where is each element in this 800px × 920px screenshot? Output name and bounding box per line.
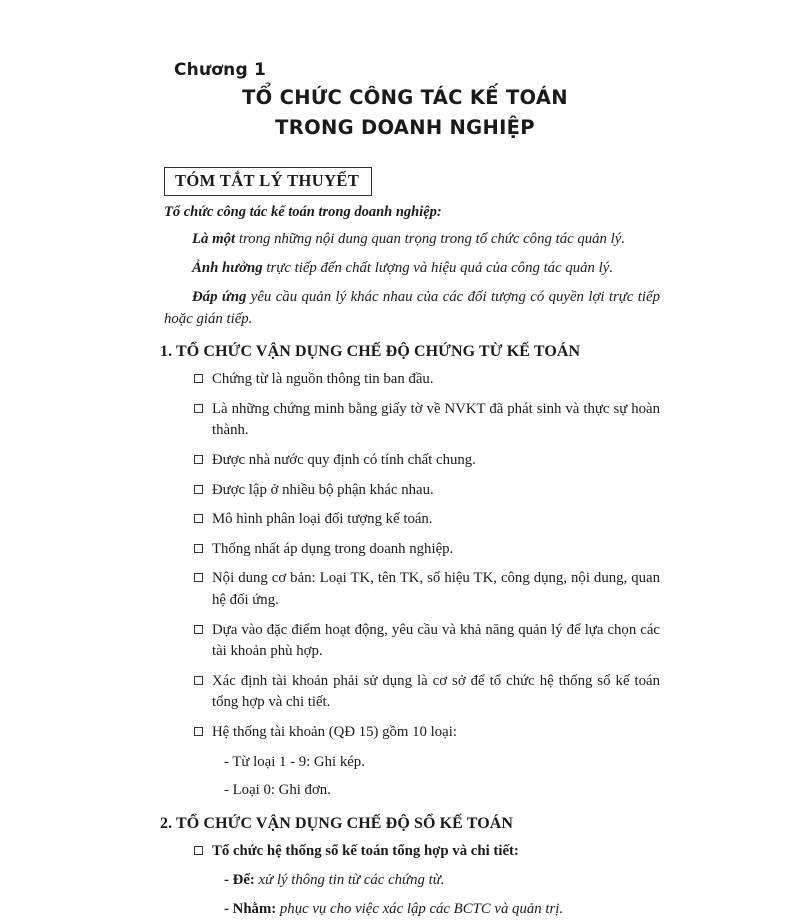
square-bullet-icon (194, 846, 203, 855)
paragraph-1-lead: Là một (192, 230, 236, 247)
list-item (194, 450, 660, 472)
square-bullet-icon (194, 676, 203, 685)
section-2-sub-item-1-lead: - Để: (224, 872, 255, 889)
square-bullet-icon (194, 727, 203, 736)
section-2-heading: 2. TỔ CHỨC VẬN DỤNG CHẾ ĐỘ SỔ KẾ TOÁN (160, 814, 514, 832)
list-item-text: Chứng từ là nguồn thông tin ban đầu. (212, 371, 434, 388)
chapter-label: Chương 1 (174, 60, 266, 80)
list-item (194, 399, 660, 442)
list-item-text: Xác định tài khoản phải sử dụng là cơ sở để tổ chức hệ thống sổ kế toán tổng hợp và chi tiết. (212, 672, 660, 711)
list-item-text: Là những chứng minh bằng giấy tờ về NVKT đã phát sinh và thực sự hoàn thành. (212, 400, 660, 439)
paragraph-1-text: trong những nội dung quan trọng trong tổ chức công tác quản lý. (235, 230, 626, 247)
list-item-text: Được nhà nước quy định có tính chất chung. (212, 452, 476, 469)
list-item (194, 722, 660, 744)
list-item (194, 509, 660, 531)
summary-heading-box: TÓM TẮT LÝ THUYẾT (164, 167, 372, 196)
list-item-text: Mô hình phân loại đối tượng kế toán. (212, 511, 433, 528)
section-2-sub-item-1 (224, 870, 660, 891)
square-bullet-icon (194, 404, 203, 413)
section-2-sub-item-2-text: phục vụ cho việc xác lập các BCTC và quản trị. (276, 900, 564, 917)
paragraph-2-text: trực tiếp đến chất lượng và hiệu quả của công tác quản lý. (262, 259, 614, 276)
list-item-text: Nội dung cơ bản: Loại TK, tên TK, số hiệu TK, công dụng, nội dung, quan hệ đối ứng. (212, 570, 660, 609)
list-item (194, 539, 660, 561)
list-item-text: Được lập ở nhiều bộ phận khác nhau. (212, 481, 434, 498)
document-title (150, 84, 660, 143)
paragraph-2-lead: Ảnh hưởng (192, 259, 263, 276)
paragraph-3-lead: Đáp ứng (192, 288, 247, 305)
list-item (194, 568, 660, 611)
section-1-bullet-list (150, 369, 660, 743)
list-item (194, 841, 660, 863)
square-bullet-icon (194, 485, 203, 494)
list-item-text: Dựa vào đặc điểm hoạt động, yêu cầu và khả năng quản lý để lựa chọn các tài khoản phù hợp. (212, 621, 660, 660)
square-bullet-icon (194, 625, 203, 634)
list-item (194, 671, 660, 714)
page-content (150, 60, 660, 920)
square-bullet-icon (194, 514, 203, 523)
intro-lead: Tổ chức công tác kế toán trong doanh nghiệp: (164, 203, 442, 220)
intro-paragraph-1 (164, 228, 660, 250)
section-1-sub-item-1: - Từ loại 1 - 9: Ghi kép. (224, 753, 365, 770)
intro-paragraph-3 (164, 286, 660, 330)
title-line-1: TỔ CHỨC CÔNG TÁC KẾ TOÁN (242, 86, 568, 109)
section-1-heading: 1. TỔ CHỨC VẬN DỤNG CHẾ ĐỘ CHỨNG TỪ KẾ TOÁN (160, 343, 581, 361)
list-item-text: Hệ thống tài khoản (QĐ 15) gồm 10 loại: (212, 724, 457, 740)
section-2-sub-item-1-text: xử lý thông tin từ các chứng từ. (254, 872, 445, 889)
section-2-sub-item-2 (224, 899, 660, 920)
section-2-bullet-list (150, 841, 660, 863)
list-item-text: Tổ chức hệ thống sổ kế toán tổng hợp và chi tiết: (212, 842, 519, 859)
square-bullet-icon (194, 544, 203, 553)
list-item-text: Thống nhất áp dụng trong doanh nghiệp. (212, 540, 454, 557)
square-bullet-icon (194, 455, 203, 464)
title-line-2: TRONG DOANH NGHIỆP (275, 116, 535, 140)
paragraph-3-text: yêu cầu quản lý khác nhau của các đối tượng có quyền lợi trực tiếp hoặc gián tiếp. (164, 288, 660, 328)
list-item (194, 620, 660, 663)
square-bullet-icon (194, 374, 203, 383)
section-1-sub-item-2: - Loại 0: Ghi đơn. (224, 782, 331, 799)
list-item (194, 480, 660, 502)
list-item (194, 369, 660, 391)
intro-paragraph-2 (164, 257, 660, 279)
section-2-sub-item-2-lead: - Nhằm: (224, 900, 277, 917)
square-bullet-icon (194, 573, 203, 582)
